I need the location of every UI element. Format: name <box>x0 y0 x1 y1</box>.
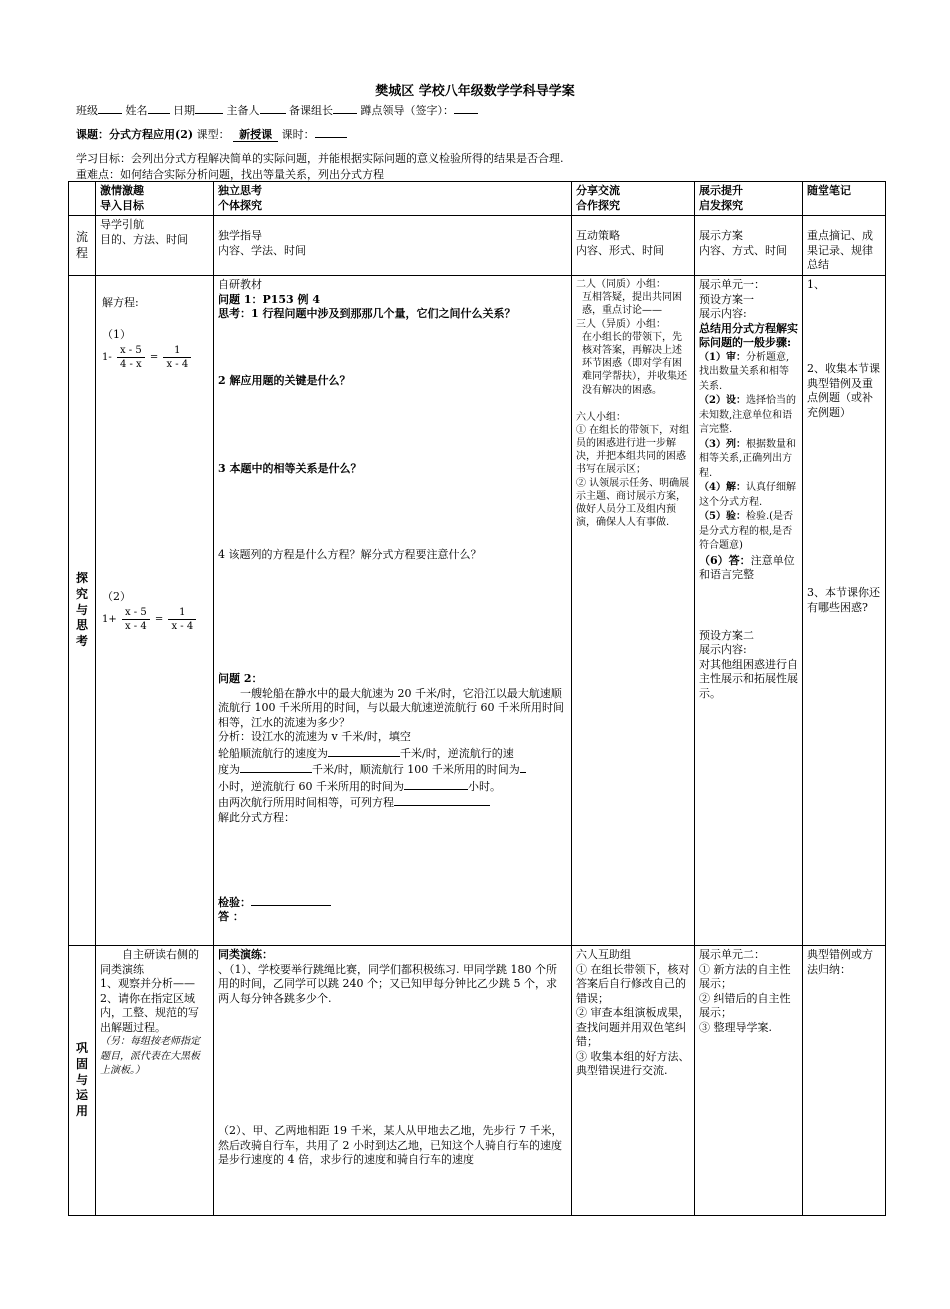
col-header-notes: 随堂笔记 <box>803 182 886 216</box>
name-label: 姓名 <box>125 104 148 117</box>
question-2-block <box>218 672 567 825</box>
consolidate-guide <box>96 946 214 1216</box>
explore-independent <box>214 276 572 946</box>
process-showcase: 展示方案 内容、方式、时间 <box>695 216 803 276</box>
note-3: 3、本节课你还有哪些困惑? <box>807 586 880 614</box>
preparer-label: 主备人 <box>226 104 260 117</box>
supervisor-blank[interactable] <box>454 101 478 114</box>
col-header-showcase: 展示提升 启发探究 <box>695 182 803 216</box>
topic: 分式方程应用(2) <box>109 128 194 141</box>
blank-equation[interactable] <box>394 794 490 806</box>
process-notes: 重点摘记、成果记录、规律总结 <box>803 216 886 276</box>
pair-group-text: 互相答疑，提出共同困惑，重点讨论—— <box>582 292 682 317</box>
consolidate-step-2: 2、请你在指定区域内，工整、规范的写出解题过程。 <box>100 991 199 1034</box>
date-blank[interactable] <box>195 101 223 114</box>
process-label: 流 程 <box>69 216 96 276</box>
analysis-5: 由两次航行所用时间相等，可列方程 <box>218 794 567 811</box>
explore-guide <box>96 276 214 946</box>
think-3: 3 本题中的相等关系是什么？ <box>218 462 362 476</box>
check-line: 检验： <box>218 894 331 911</box>
info-line <box>76 101 478 118</box>
name-blank[interactable] <box>148 101 170 114</box>
pair-group-title: 二人（同质）小组： <box>576 279 666 291</box>
self-study: 自研教材 <box>218 278 262 292</box>
check-blank[interactable] <box>251 894 331 906</box>
question-1: 问题 1：P153 例 4 <box>218 292 321 306</box>
showcase-2-step-2: ② 纠错后的自主性展示； <box>699 991 791 1020</box>
group-leader-label: 备课组长 <box>289 104 333 117</box>
blank-upstream-speed[interactable] <box>240 761 312 773</box>
consolidate-sharing <box>572 946 695 1216</box>
analysis-3: 度为 千米/时，顺流航行 100 千米所用的时间为 <box>218 761 567 778</box>
consolidate-label: 巩 固 与 运 用 <box>69 946 96 1216</box>
mutual-step-1: ① 在组长带领下，核对答案后自行修改自己的错误； <box>576 962 690 1005</box>
topic-label: 课题： <box>76 128 109 141</box>
six-group-title: 六人小组： <box>576 411 626 423</box>
consolidate-practice <box>214 946 572 1216</box>
note-1: 1、 <box>807 278 825 292</box>
solve-label: 解方程: <box>102 296 139 310</box>
question-2: 问题 2： <box>218 672 263 686</box>
consolidate-row <box>69 946 886 1216</box>
plan-2: 预设方案二 <box>699 628 754 642</box>
question-2-text: 一艘轮船在静水中的最大航速为 20 千米/时，它沿江以最大航速顺流航行 100 千米所用的时间，与以最大航速逆流航行 60 千米所用时间相等，江水的流速为多少？ <box>218 686 564 729</box>
step-2: （2）设：选择恰当的未知数,注意单位和语言完整. <box>699 395 796 436</box>
col-header-sharing: 分享交流 合作探究 <box>572 182 695 216</box>
showcase-2-step-3: ③ 整理导学案. <box>699 1020 772 1034</box>
explore-sharing <box>572 276 695 946</box>
step-3: （3）列：根据数量和相等关系,正确列出方程. <box>699 438 796 479</box>
plan-2-content-label: 展示内容: <box>699 643 747 657</box>
topic-line <box>76 125 347 142</box>
header-row <box>69 182 886 216</box>
process-row <box>69 216 886 276</box>
step-1: （1）审：分析题意,找出数量关系和相等关系. <box>699 351 790 392</box>
step-4: （4）解：认真仔细解这个分式方程. <box>699 482 796 508</box>
process-independent: 独学指导 内容、学法、时间 <box>214 216 572 276</box>
eq2-label: （2） <box>102 590 131 604</box>
study-guide-table <box>68 181 886 1216</box>
step-6: （6）答：注意单位和语言完整 <box>699 553 795 582</box>
equation-1: 1- $\frac{x - 5}{4 - x}$ = $\frac{1}{x - 4}$ <box>102 344 193 371</box>
consolidate-showcase <box>695 946 803 1216</box>
triple-group-text: 在小组长的带领下，先核对答案，再解决上述环节困惑（即对学有困难同学帮扶），并收集还没有解决的困惑。 <box>582 331 687 396</box>
think-2: 2 解应用题的关键是什么？ <box>218 374 351 388</box>
period-blank[interactable] <box>315 125 347 138</box>
steps-summary: 总结用分式方程解实际问题的一般步骤: <box>699 321 798 350</box>
corner-cell <box>69 182 96 216</box>
think-1: 思考：1 行程问题中涉及到那那几个量，它们之间什么关系？ <box>218 307 516 321</box>
group-leader-blank[interactable] <box>333 101 357 114</box>
answer-line: 答 ： <box>218 910 244 924</box>
step-5: （5）验：检验.(是否是分式方程的根,是否符合题意) <box>699 511 794 552</box>
consolidate-intro: 自主研读右侧的同类演练 <box>100 948 199 976</box>
practice-1: 、（1）、学校要举行跳绳比赛，同学们都积极练习. 甲同学跳 180 个所用的时间，乙同学可以跳 240 个；又已知甲每分钟比乙少跳 5 个，求两人每分钟各跳多少个. <box>218 962 557 1005</box>
plan-1-content-label: 展示内容: <box>699 307 747 321</box>
class-blank[interactable] <box>98 101 122 114</box>
six-group-step-1: ① 在组长的带领下，对组员的困惑进行进一步解决，并把本组共同的困惑书写在展示区； <box>576 424 690 476</box>
date-label: 日期 <box>173 104 195 117</box>
key-points: 重难点：如何结合实际分析问题，找出等量关系，列出分式方程 <box>76 168 384 181</box>
explore-notes <box>803 276 886 946</box>
class-label: 班级 <box>76 104 98 117</box>
page-title: 樊城区 学校八年级数学学科导学案 <box>375 84 575 99</box>
supervisor-label: 蹲点领导（签字）： <box>360 104 454 117</box>
analysis-1: 分析：设江水的流速为 v 千米/时，填空 <box>218 730 411 744</box>
explore-showcase <box>695 276 803 946</box>
consolidate-notes: 典型错例或方法归纳： <box>803 946 886 1216</box>
objective: 学习目标：会列出分式方程解决简单的实际问题，并能根据实际问题的意义检验所得的结果是否合理. <box>76 152 564 165</box>
process-interaction: 互动策略 内容、形式、时间 <box>572 216 695 276</box>
explore-label: 探 究 与 思 考 <box>69 276 96 946</box>
six-group-step-2: ② 认领展示任务、明确展示主题、商讨展示方案，做好人员分工及组内预演，确保人人有事做. <box>576 477 690 529</box>
mutual-group-title: 六人互助组 <box>576 948 631 962</box>
explore-row <box>69 276 886 946</box>
lesson-type: 新授课 <box>233 128 278 142</box>
note-2: 2、收集本节课典型错例及重点例题（或补充例题） <box>807 362 880 419</box>
blank-upstream-time[interactable] <box>404 778 468 790</box>
triple-group-title: 三人（异质）小组： <box>576 318 666 330</box>
blank-downstream-speed[interactable] <box>328 745 400 757</box>
mutual-step-2: ② 审查本组演板成果，查找问题并用双色笔纠错； <box>576 1006 690 1049</box>
period-label: 课时： <box>281 128 315 141</box>
mutual-step-3: ③ 收集本组的好方法、典型错误进行交流. <box>576 1049 690 1078</box>
analysis-2: 轮船顺流航行的速度为 千米/时，逆流航行的速 <box>218 746 514 760</box>
process-guide: 导学引航 目的、方法、时间 <box>96 216 214 276</box>
eq1-label: （1） <box>102 328 131 342</box>
showcase-2-step-1: ① 新方法的自主性展示； <box>699 962 791 991</box>
consolidate-step-1: 1、观察并分析—— <box>100 977 195 991</box>
practice-2: （2）、甲、乙两地相距 19 千米，某人从甲地去乙地，先步行 7 千米，然后改骑自行车，共用了 2 小时到达乙地，已知这个人骑自行车的速度是步行速度的 4 倍，求步行的速度和骑自行车的速度 <box>218 1124 563 1167</box>
col-header-independent: 独立思考 个体探究 <box>214 182 572 216</box>
preparer-blank[interactable] <box>260 101 286 114</box>
showcase-unit-1: 展示单元一： <box>699 278 765 292</box>
consolidate-note: （另：每组按老师指定题目，派代表在大黑板上演板。） <box>100 1036 200 1077</box>
plan-1: 预设方案一 <box>699 292 754 306</box>
practice-title: 同类演练： <box>218 948 273 962</box>
lesson-type-label: 课型： <box>196 128 230 141</box>
plan-2-text: 对其他组困惑进行自主性展示和拓展性展示。 <box>699 657 798 700</box>
analysis-6: 解此分式方程： <box>218 810 295 824</box>
equation-2: 1+ $\frac{x - 5}{x - 4}$ = $\frac{1}{x - 4}$ <box>102 606 198 633</box>
think-4: 4 该题列的方程是什么方程？解分式方程要注意什么？ <box>218 548 482 562</box>
analysis-4: 小时，逆流航行 60 千米所用的时间为 小时。 <box>218 779 501 793</box>
showcase-unit-2: 展示单元二： <box>699 948 765 962</box>
col-header-motivation: 激情激趣 导入目标 <box>96 182 214 216</box>
blank-downstream-time[interactable] <box>520 761 526 773</box>
